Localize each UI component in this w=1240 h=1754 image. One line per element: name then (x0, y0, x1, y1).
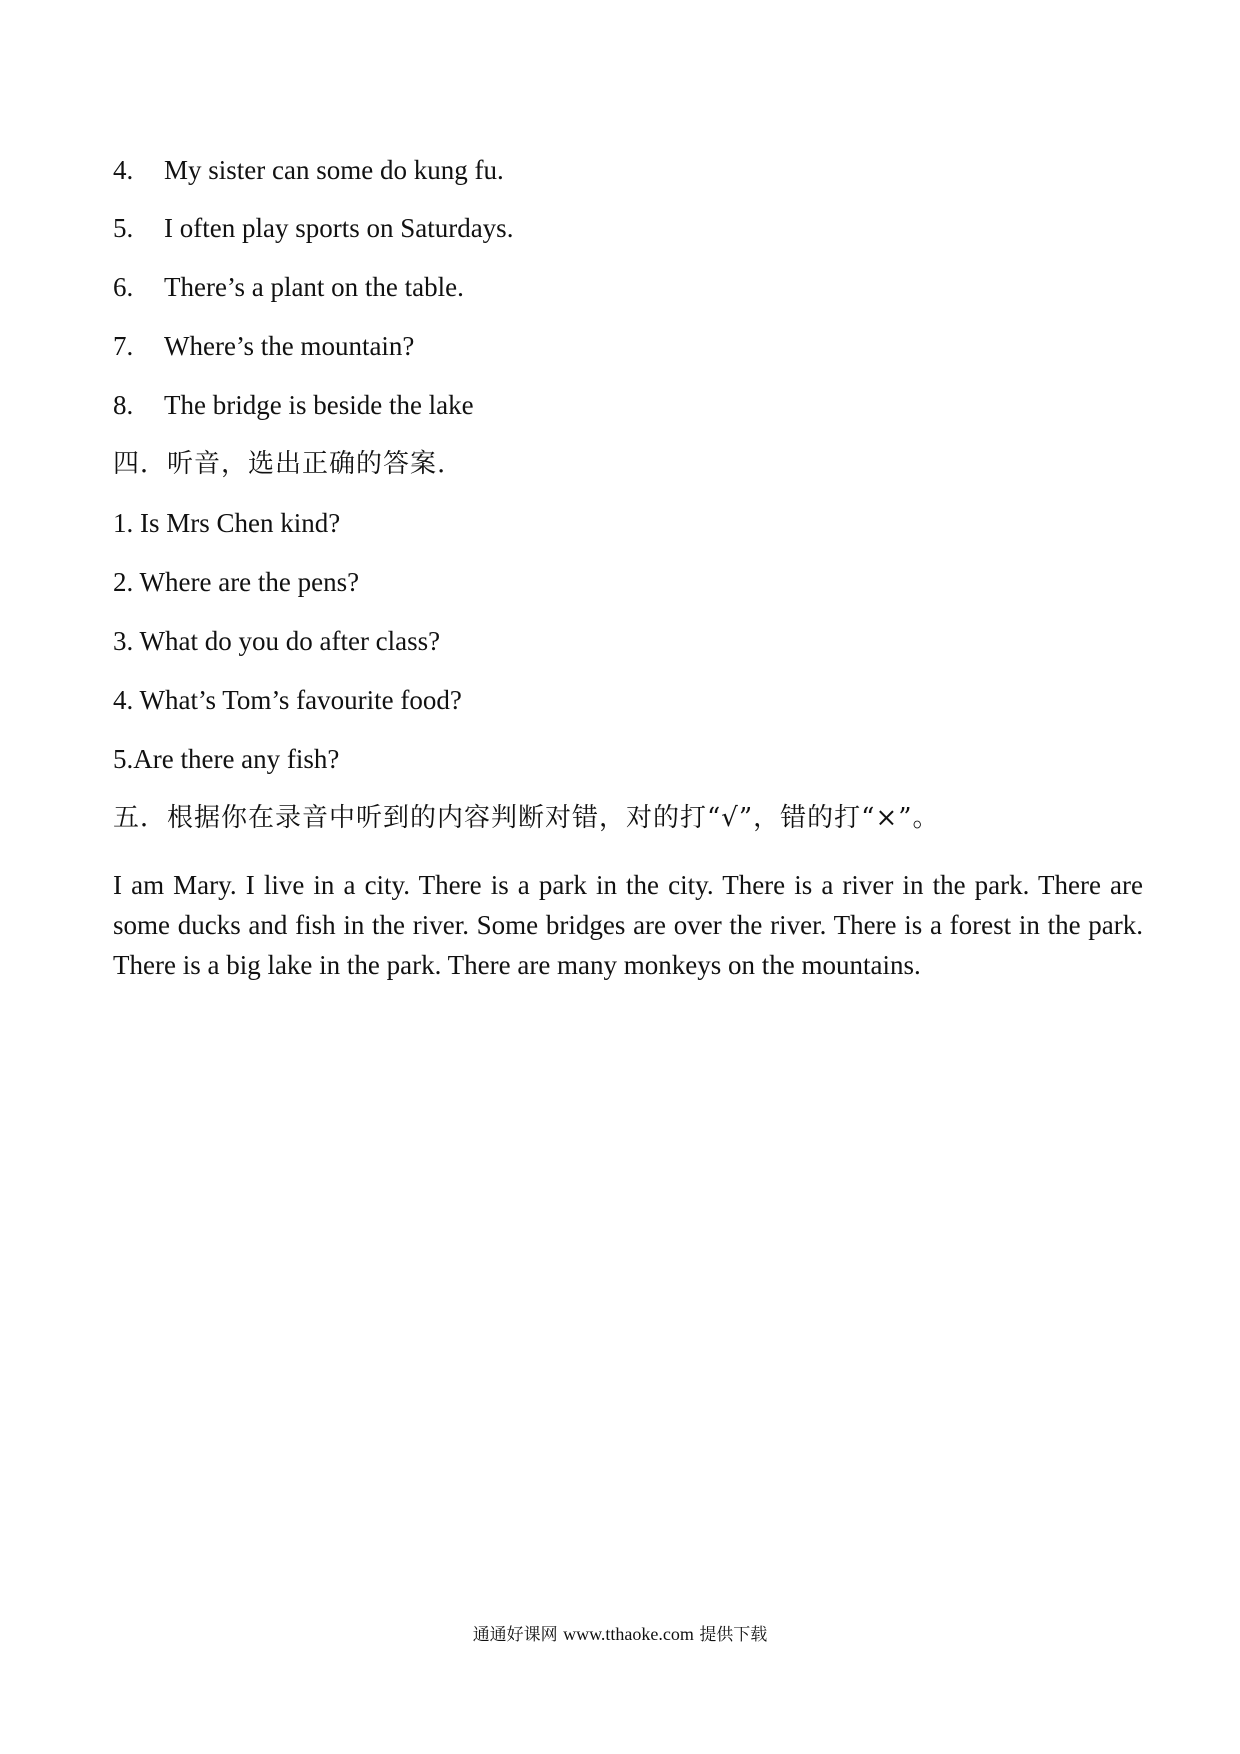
item-text: Where’s the mountain? (164, 331, 415, 361)
listening-passage: I am Mary. I live in a city. There is a park in the city. There is a river in the park. There are some ducks and fish in the river. Some bridges are over the river. There is a forest in the park. There is a big lake in the park. There are many monkeys on the mountains. (113, 870, 1143, 980)
list-item (113, 330, 414, 362)
section-four-heading: 四．听音，选出正确的答案. (113, 449, 447, 479)
footer-site-name: 通通好课网 (472, 1625, 558, 1645)
footer-url: www.tthaoke.com (563, 1624, 694, 1644)
item-number: 7. (113, 331, 134, 361)
item-number: 4. (113, 155, 134, 185)
item-text: I often play sports on Saturdays. (164, 213, 514, 243)
page-footer (0, 1620, 1240, 1645)
list-item: 5.Are there any fish? (113, 744, 340, 774)
list-item: 4. What’s Tom’s favourite food? (113, 685, 462, 715)
list-item (113, 212, 513, 244)
footer-suffix: 提供下载 (699, 1625, 768, 1645)
list-item (113, 271, 464, 303)
item-text: There’s a plant on the table. (164, 272, 464, 302)
item-text: My sister can some do kung fu. (164, 155, 504, 185)
item-number: 5. (113, 213, 134, 243)
item-number: 6. (113, 272, 134, 302)
list-item: 1. Is Mrs Chen kind? (113, 508, 341, 538)
list-item (113, 389, 474, 421)
list-item: 2. Where are the pens? (113, 567, 360, 597)
item-text: The bridge is beside the lake (164, 390, 474, 420)
list-item (113, 154, 504, 186)
list-item: 3. What do you do after class? (113, 626, 441, 656)
item-number: 8. (113, 390, 134, 420)
section-five-heading: 五．根据你在录音中听到的内容判断对错，对的打“√”，错的打“×”。 (113, 803, 940, 833)
